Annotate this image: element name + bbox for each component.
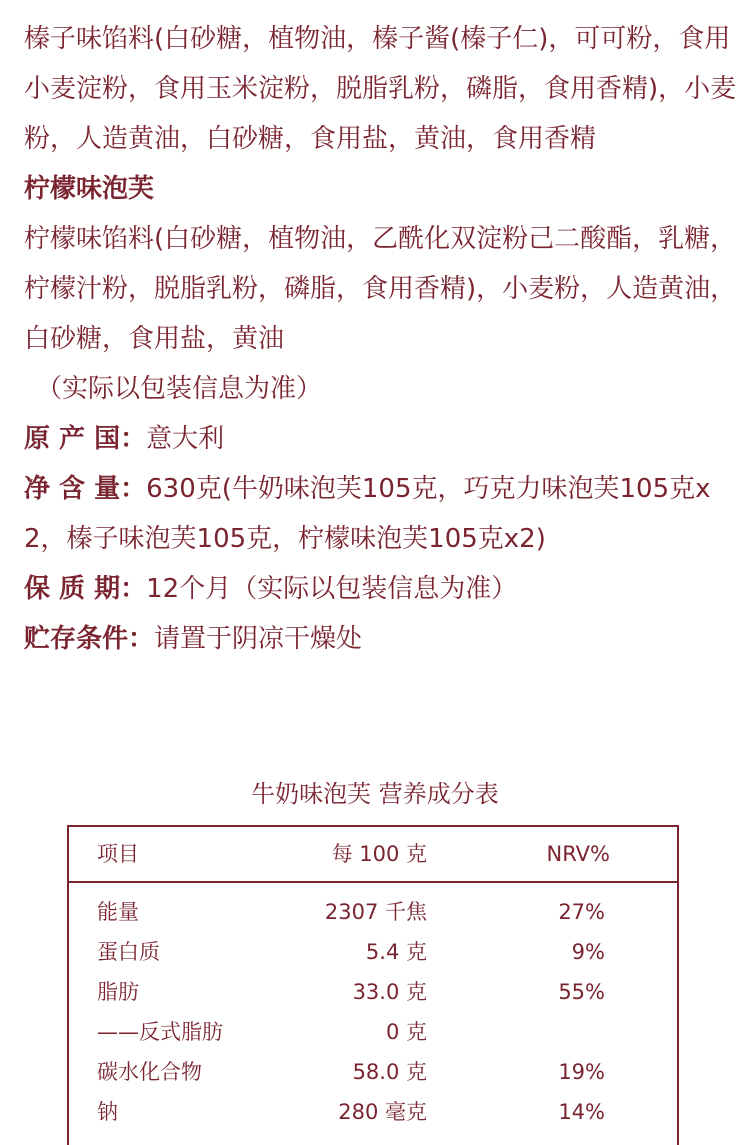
- nutrition-table-title: 牛奶味泡芙 营养成分表: [251, 780, 499, 808]
- row-nrv: 9%: [571, 940, 605, 964]
- package-note: （实际以包装信息为准）: [36, 374, 323, 404]
- row-nrv: 27%: [558, 900, 605, 924]
- table-row: [69, 1052, 677, 1092]
- lemon-heading: 柠檬味泡芙: [24, 174, 155, 204]
- shelf-life-value: 12个月（实际以包装信息为准）: [146, 574, 518, 604]
- nutrition-table-header: [69, 827, 677, 883]
- row-amount: 0 克: [385, 1020, 427, 1044]
- row-item: 脂肪: [97, 980, 139, 1004]
- origin-detail: [24, 414, 739, 464]
- nutrition-table-body: [69, 883, 677, 1132]
- ingredients-section: [24, 14, 739, 664]
- row-amount: 5.4 克: [365, 940, 427, 964]
- row-amount: 33.0 克: [352, 980, 427, 1004]
- row-item: 钠: [97, 1100, 118, 1124]
- origin-value: 意大利: [146, 424, 225, 454]
- table-row: [69, 892, 677, 932]
- header-amount: 每 100 克: [331, 842, 427, 866]
- header-nrv: NRV%: [546, 842, 610, 866]
- lemon-ingredients: 柠檬味馅料(白砂糖，植物油，乙酰化双淀粉己二酸酯，乳糖，柠檬汁粉，脱脂乳粉，磷脂，食用香精)，小麦粉，人造黄油，白砂糖，食用盐，黄油: [24, 224, 737, 354]
- row-item: 能量: [97, 900, 139, 924]
- table-row: [69, 972, 677, 1012]
- row-amount: 280 毫克: [338, 1100, 427, 1124]
- row-amount: 2307 千焦: [324, 900, 427, 924]
- row-item: ——反式脂肪: [97, 1020, 223, 1044]
- net-content-detail: [24, 464, 739, 564]
- net-content-value: 630克(牛奶味泡芙105克，巧克力味泡芙105克x2，榛子味泡芙105克，柠檬味泡芙105克x2): [24, 474, 711, 554]
- table-row: [69, 932, 677, 972]
- shelf-life-label: 保 质 期：: [24, 574, 147, 604]
- row-item: 蛋白质: [97, 940, 160, 964]
- storage-detail: [24, 614, 739, 664]
- origin-label: 原 产 国：: [24, 424, 147, 454]
- row-amount: 58.0 克: [352, 1060, 427, 1084]
- storage-label: 贮存条件：: [24, 624, 155, 654]
- row-nrv: 19%: [558, 1060, 605, 1084]
- table-row: [69, 1092, 677, 1132]
- row-item: 碳水化合物: [97, 1060, 202, 1084]
- table-row: [69, 1012, 677, 1052]
- header-item: 项目: [97, 842, 139, 866]
- shelf-life-detail: [24, 564, 739, 614]
- storage-value: 请置于阴凉干燥处: [154, 624, 363, 654]
- hazelnut-ingredients: 榛子味馅料(白砂糖，植物油，榛子酱(榛子仁)，可可粉，食用小麦淀粉，食用玉米淀粉，脱脂乳粉，磷脂，食用香精)，小麦粉，人造黄油，白砂糖，食用盐，黄油，食用香精: [24, 24, 737, 154]
- row-nrv: 14%: [558, 1100, 605, 1124]
- nutrition-table: [67, 825, 679, 1145]
- row-nrv: 55%: [558, 980, 605, 1004]
- net-content-label: 净 含 量：: [24, 474, 147, 504]
